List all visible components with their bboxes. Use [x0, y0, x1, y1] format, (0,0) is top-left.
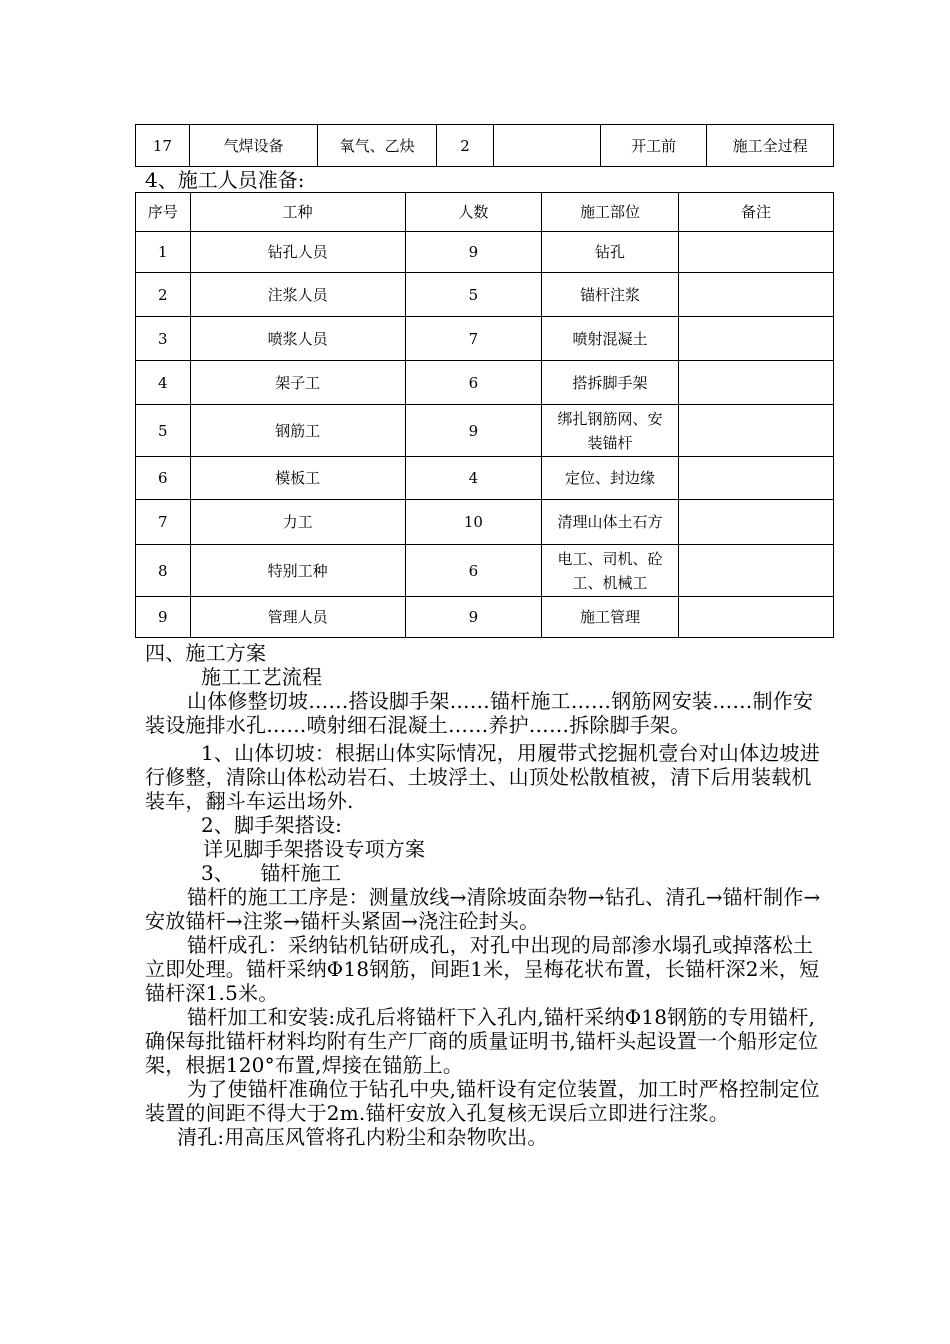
equipment-arrival: 开工前: [600, 125, 706, 167]
anchor-procedure: 锚杆的施工工序是：测量放线→清除坡面杂物→钻孔、清孔→锚杆制作→安放锚杆→注浆→锚杆头紧固→浇注砼封头。: [145, 885, 821, 933]
row-no: 2: [136, 273, 191, 317]
equipment-period: 施工全过程: [707, 125, 834, 167]
row-part: 定位、封边缘: [542, 457, 679, 500]
table-row: [136, 361, 834, 405]
equipment-spec: 氧气、乙炔: [318, 125, 437, 167]
row-no: 8: [136, 545, 191, 597]
section-title: 四、施工方案: [145, 641, 267, 665]
staff-section-title: 4、施工人员准备:: [145, 168, 305, 192]
header-no: 序号: [136, 193, 191, 232]
row-note: [678, 273, 833, 317]
row-type: 管理人员: [190, 597, 405, 638]
staff-table: [135, 192, 834, 638]
row-count: 7: [405, 317, 541, 361]
hole-cleaning: 清孔:用高压风管将孔内粉尘和杂物吹出。: [177, 1125, 548, 1149]
header-count: 人数: [405, 193, 541, 232]
table-row: [136, 125, 834, 167]
row-no: 5: [136, 405, 191, 457]
row-part: 绑扎钢筋网、安装锚杆: [542, 405, 679, 457]
row-note: [678, 232, 833, 273]
row-part: 钻孔: [542, 232, 679, 273]
row-note: [678, 405, 833, 457]
row-type: 喷浆人员: [190, 317, 405, 361]
row-count: 9: [405, 597, 541, 638]
row-no: 9: [136, 597, 191, 638]
anchor-hole: 锚杆成孔：采纳钻机钻研成孔，对孔中出现的局部渗水塌孔或掉落松土立即处理。锚杆采纳Φ18钢筋，间距1米，呈梅花状布置，长锚杆深2米，短锚杆深1.5米。: [145, 933, 820, 1005]
row-note: [678, 361, 833, 405]
scaffold-body: 详见脚手架搭设专项方案: [203, 837, 426, 861]
header-part: 施工部位: [542, 193, 679, 232]
anchor-install: 锚杆加工和安装:成孔后将锚杆下入孔内,锚杆采纳Φ18钢筋的专用锚杆,确保每批锚杆材料均附有生产厂商的质量证明书,锚杆头起设置一个船形定位架，根据120°布置,焊接在锚筋上。: [145, 1005, 819, 1077]
row-type: 力工: [190, 500, 405, 545]
process-flow: 山体修整切坡……搭设脚手架……锚杆施工……钢筋网安装……制作安装设施排水孔……喷射细石混凝土……养护……拆除脚手架。: [145, 689, 814, 737]
scaffold-title: 2、脚手架搭设:: [201, 813, 343, 837]
table-row: [136, 405, 834, 457]
row-count: 6: [405, 361, 541, 405]
row-type: 特别工种: [190, 545, 405, 597]
row-type: 钻孔人员: [190, 232, 405, 273]
row-part: 锚杆注浆: [542, 273, 679, 317]
row-count: 9: [405, 405, 541, 457]
row-type: 注浆人员: [190, 273, 405, 317]
row-part: 清理山体土石方: [542, 500, 679, 545]
equipment-qty: 2: [436, 125, 493, 167]
row-count: 10: [405, 500, 541, 545]
construction-plan: [145, 641, 825, 1149]
row-count: 5: [405, 273, 541, 317]
table-row: [136, 273, 834, 317]
row-note: [678, 500, 833, 545]
row-note: [678, 545, 833, 597]
row-part: 喷射混凝土: [542, 317, 679, 361]
row-note: [678, 457, 833, 500]
table-row: [136, 232, 834, 273]
header-note: 备注: [678, 193, 833, 232]
header-type: 工种: [190, 193, 405, 232]
equipment-name: 气焊设备: [189, 125, 318, 167]
row-no: 3: [136, 317, 191, 361]
row-note: [678, 597, 833, 638]
row-type: 模板工: [190, 457, 405, 500]
anchor-center: 为了使锚杆准确位于钻孔中央,锚杆设有定位装置，加工时严格控制定位装置的间距不得大于2m.锚杆安放入孔复核无误后立即进行注浆。: [145, 1077, 820, 1125]
equipment-table: [135, 124, 834, 167]
row-no: 4: [136, 361, 191, 405]
row-no: 7: [136, 500, 191, 545]
table-row: [136, 500, 834, 545]
row-no: 1: [136, 232, 191, 273]
row-count: 4: [405, 457, 541, 500]
row-no: 6: [136, 457, 191, 500]
row-part: 搭拆脚手架: [542, 361, 679, 405]
equipment-no: 17: [136, 125, 190, 167]
equipment-blank: [494, 125, 601, 167]
paragraph-slope-cutting: 1、山体切坡：根据山体实际情况，用履带式挖掘机壹台对山体边坡进行修整，清除山体松动岩石、土坡浮土、山顶处松散植被，清下后用装载机装车，翻斗车运出场外.: [145, 741, 820, 813]
row-note: [678, 317, 833, 361]
row-count: 9: [405, 232, 541, 273]
table-row: [136, 457, 834, 500]
table-row: [136, 317, 834, 361]
row-type: 钢筋工: [190, 405, 405, 457]
row-part: 电工、司机、砼工、机械工: [542, 545, 679, 597]
table-row: [136, 597, 834, 638]
row-count: 6: [405, 545, 541, 597]
table-row: [136, 545, 834, 597]
row-type: 架子工: [190, 361, 405, 405]
table-header-row: [136, 193, 834, 232]
anchor-title: 3、 锚杆施工: [201, 861, 342, 885]
row-part: 施工管理: [542, 597, 679, 638]
section-subtitle: 施工工艺流程: [201, 665, 323, 689]
